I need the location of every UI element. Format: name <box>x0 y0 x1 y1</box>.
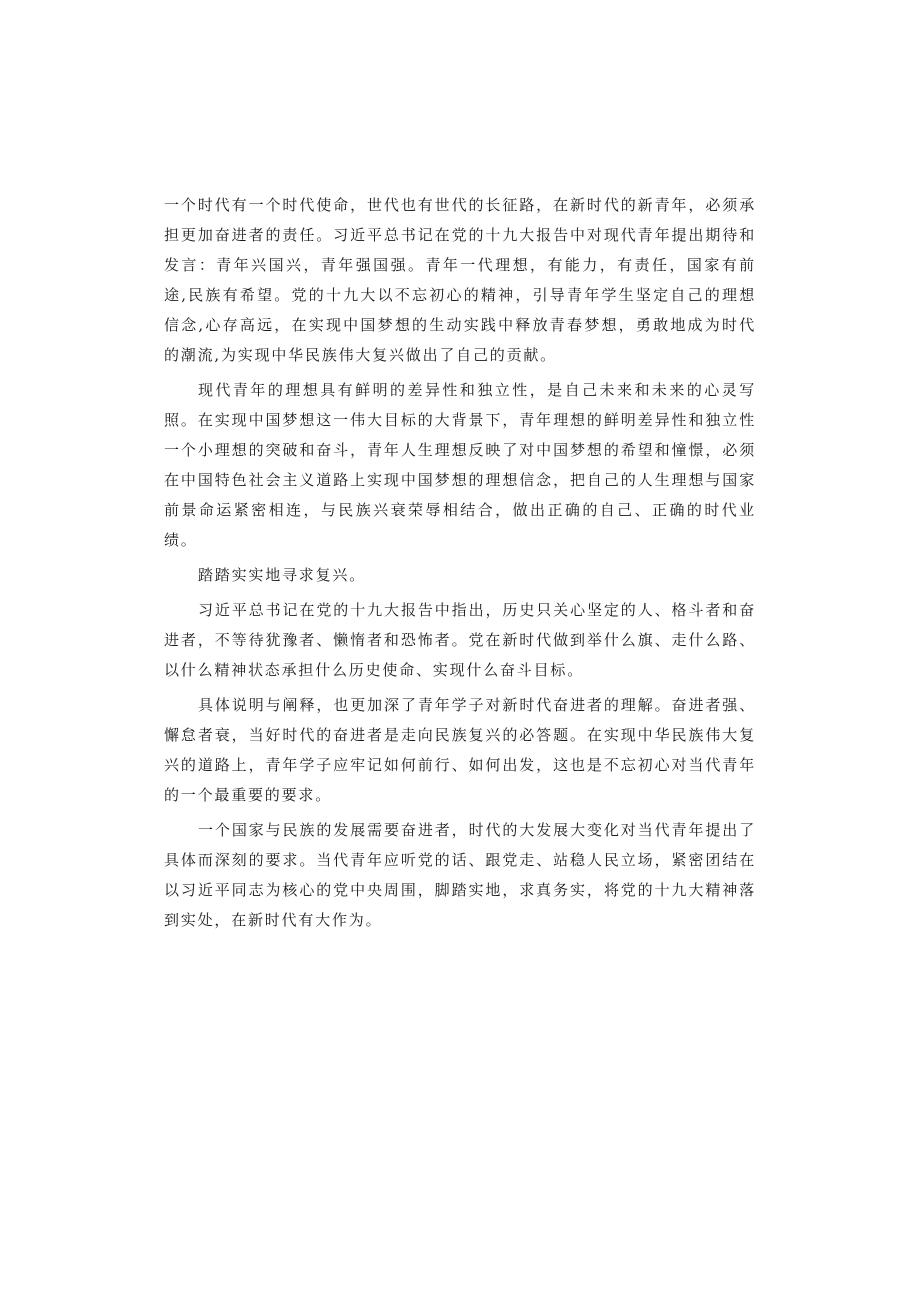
paragraph-6: 一个国家与民族的发展需要奋进者，时代的大发展大变化对当代青年提出了具体而深刻的要求。当代青年应听党的话、跟党走、站稳人民立场，紧密团结在以习近平同志为核心的党中央周围，脚踏实地，求真务实，将党的十九大精神落到实处，在新时代有大作为。 <box>164 821 756 929</box>
paragraph-2: 现代青年的理想具有鲜明的差异性和独立性，是自己未来和未来的心灵写照。在实现中国梦想这一伟大目标的大背景下，青年理想的鲜明差异性和独立性一个小理想的突破和奋斗，青年人生理想反映了对中国梦想的希望和憧憬，必须在中国特色社会主义道路上实现中国梦想的理想信念，把自己的人生理想与国家前景命运紧密相连，与民族兴衰荣辱相结合，做出正确的自己、正确的时代业绩。 <box>164 381 756 549</box>
paragraph-3-heading: 踏踏实实地寻求复兴。 <box>198 566 367 584</box>
paragraph-1: 一个时代有一个时代使命，世代也有世代的长征路，在新时代的新青年，必须承担更加奋进者的责任。习近平总书记在党的十九大报告中对现代青年提出期待和发言：青年兴国兴，青年强国强。青年一代理想，有能力，有责任，国家有前途,民族有希望。党的十九大以不忘初心的精神，引导青年学生坚定自己的理想信念,心存高远，在实现中国梦想的生动实践中释放青春梦想，勇敢地成为时代的潮流,为实现中华民族伟大复兴做出了自己的贡献。 <box>164 196 756 364</box>
paragraph-5: 具体说明与阐释，也更加深了青年学子对新时代奋进者的理解。奋进者强、懈怠者衰，当好时代的奋进者是走向民族复兴的必答题。在实现中华民族伟大复兴的道路上，青年学子应牢记如何前行、如何出发，这也是不忘初心对当代青年的一个最重要的要求。 <box>164 696 756 804</box>
document-body <box>164 190 756 935</box>
paragraph-4: 习近平总书记在党的十九大报告中指出，历史只关心坚定的人、格斗者和奋进者，不等待犹豫者、懒惰者和恐怖者。党在新时代做到举什么旗、走什么路、以什么精神状态承担什么历史使命、实现什么奋斗目标。 <box>164 601 756 679</box>
